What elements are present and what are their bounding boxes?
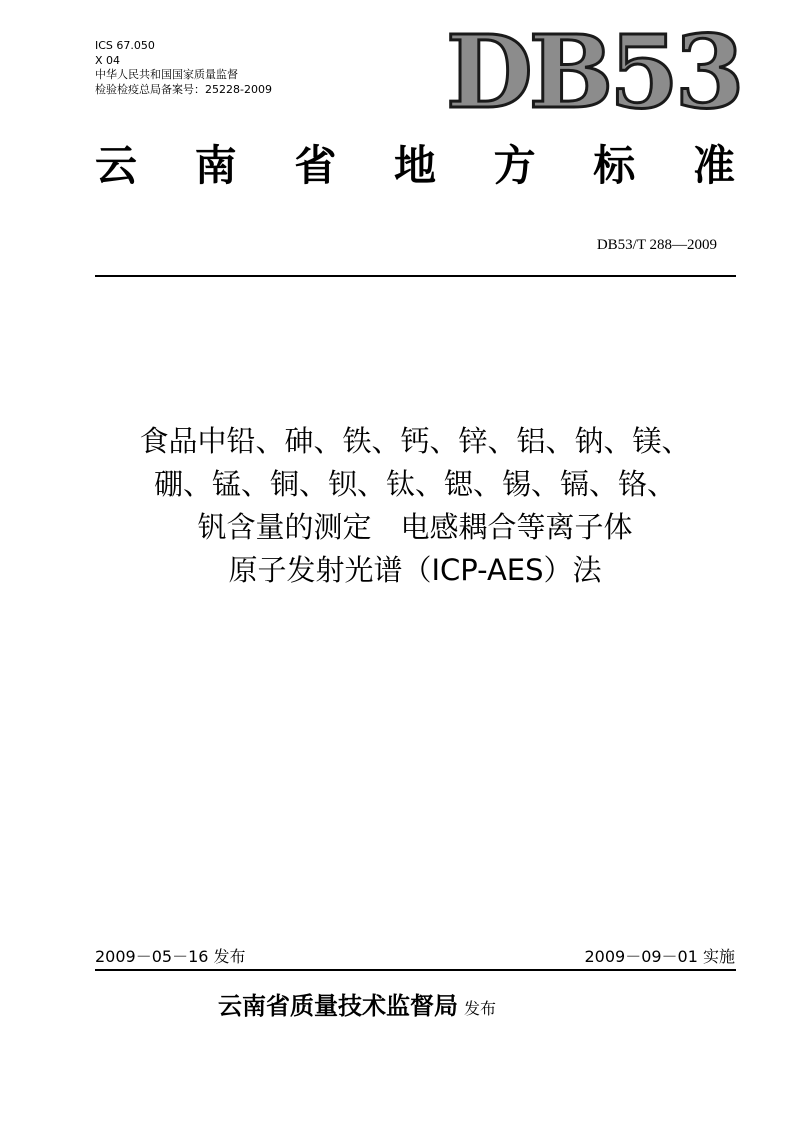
top-divider (95, 275, 736, 277)
title-line: 食品中铅、砷、铁、钙、锌、铝、钠、镁、 (139, 424, 691, 458)
publish-date: 2009－05－16 发布 (95, 947, 246, 966)
standard-title-char: 准 (692, 141, 735, 190)
standard-title (95, 138, 735, 194)
standard-title-char: 标 (593, 141, 636, 190)
implement-date: 2009－09－01 实施 (584, 947, 735, 966)
bottom-divider (95, 969, 736, 971)
ics-code: ICS 67.050 (95, 39, 155, 52)
standard-title-char: 云 (95, 141, 138, 190)
issuer-suffix: 发布 (464, 999, 497, 1018)
document-title (90, 420, 740, 592)
title-line: 钒含量的测定 电感耦合等离子体 (197, 510, 633, 544)
issuer-name: 云南省质量技术监督局 (218, 991, 458, 1020)
record-number: 检验检疫总局备案号：25228-2009 (95, 82, 272, 96)
header-metadata (95, 39, 272, 97)
standard-title-char: 地 (393, 141, 436, 190)
title-line: 硼、锰、铜、钡、钛、锶、锡、镉、铬、 (153, 467, 676, 501)
standard-title-char: 省 (294, 141, 337, 190)
db53-logo: DB53 (446, 13, 741, 131)
standard-number: DB53/T 288—2009 (596, 237, 717, 253)
title-line: 原子发射光谱（ICP-AES）法 (228, 553, 602, 587)
standard-title-char: 方 (493, 141, 536, 190)
standard-title-char: 南 (194, 141, 237, 190)
issuer-line (218, 992, 496, 1023)
authority-line: 中华人民共和国国家质量监督 (95, 68, 238, 81)
class-code: X 04 (95, 53, 121, 67)
